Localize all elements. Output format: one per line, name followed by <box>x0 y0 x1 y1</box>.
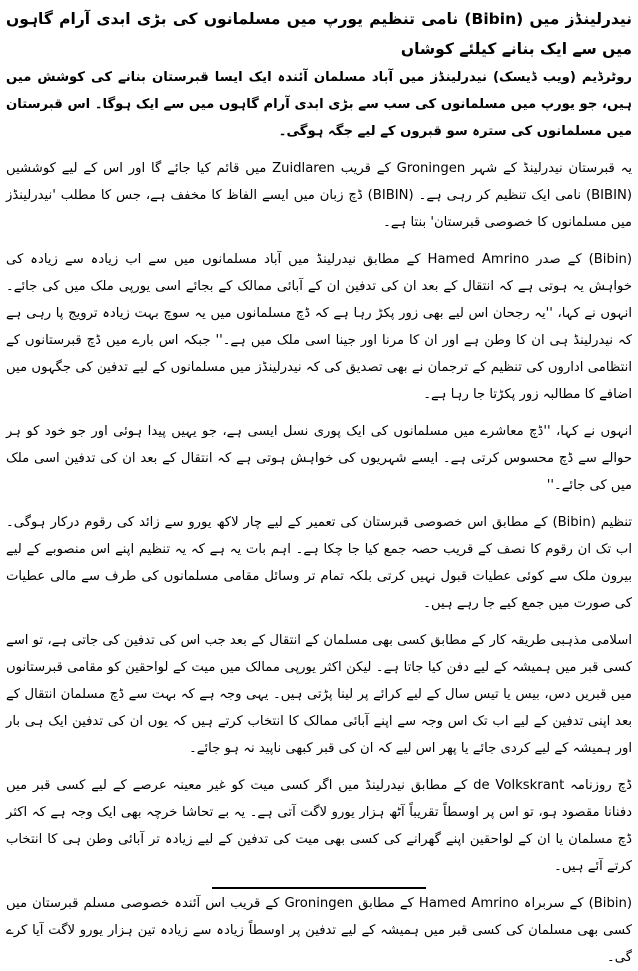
article-paragraph: تنظیم (Bibin) کے مطابق اس خصوصی قبرستان کی تعمیر کے لیے چار لاکھ یورو سے زائد کی رقوم درکار ہوگی۔ اب تک ان رقوم کا نصف کے قریب حصہ جمع کیا جا چکا ہے۔ اہم بات یہ ہے کہ یہ تنظیم اپنے اس منصوبے کے لیے بیرون ملک سے کوئی عطیات قبول نہیں کرتی بلکہ تمام تر وسائل مقامی مسلمانوں کی طرف سے مالی عطیات کی صورت میں جمع کیے جا رہے ہیں۔ <box>6 515 632 611</box>
article-paragraph: یہ قبرستان نیدرلینڈ کے شہر Groningen کے قریب Zuidlaren میں قائم کیا جائے گا اور اس کے لیے کوششیں (BIBIN) نامی ایک تنظیم کر رہی ہے۔ (BIBIN) ڈچ زبان میں ایسے الفاظ کا مخفف ہے، جس کا مطلب 'نیدرلینڈز میں مسلمانوں کا خصوصی قبرستان' بنتا ہے۔ <box>6 161 633 230</box>
article-paragraph: اسلامی مذہبی طریقہ کار کے مطابق کسی بھی مسلمان کے انتقال کے بعد جب اس کی تدفین کی جاتی ہے، تو اسے کسی قبر میں ہمیشہ کے لیے دفن کیا جاتا ہے۔ لیکن اکثر یورپی ممالک میں میت کے لواحقین کو مقامی قبرستانوں میں قبریں دس، بیس یا تیس سال کے لیے کرائے پر لینا پڑتی ہیں۔ یہی وجہ ہے کہ بہت سے ڈچ مسلمان انتقال کے بعد اپنی تدفین کے لیے اب تک اس وجہ سے اپنے آبائی ممالک کا انتخاب کرتے ہیں کہ یوں ان کی تدفین ایک ہی بار اور ہمیشہ کے لیے کردی جائے یا پھر اس لیے کہ ان کی قبر کبھی ناپید نہ ہو جائے۔ <box>6 633 632 756</box>
article-paragraph: روٹرڈیم (ویب ڈیسک) نیدرلینڈز میں آباد مسلمان آئندہ ایک ایسا قبرستان بنانے کی کوشش میں ہیں، جو یورپ میں مسلمانوں کی سب سے بڑی ابدی آرام گاہوں میں سے ایک ہوگا۔ اس قبرستان میں مسلمانوں کی سترہ سو قبروں کے لیے جگہ ہوگی۔ <box>6 70 632 139</box>
article <box>6 4 633 965</box>
article-paragraph: انہوں نے کہا، ''ڈچ معاشرے میں مسلمانوں کی ایک پوری نسل ایسی ہے، جو یہیں پیدا ہوئی اور جو خود کو ہر حوالے سے ڈچ محسوس کرتی ہے۔ ایسے شہریوں کی خواہش ہوتی ہے کہ انتقال کے بعد ان کی تدفین اسی ملک میں کی جائے۔'' <box>6 424 632 493</box>
end-divider <box>212 887 426 889</box>
article-paragraph: (Bibin) کے صدر Hamed Amrino کے مطابق نیدرلینڈ میں آباد مسلمانوں میں سے اب زیادہ سے زیادہ کی خواہش یہ ہوتی ہے کہ انتقال کے بعد ان کی تدفین ان کے آبائی ممالک کے بجائے اسی یورپی ملک میں کی جائے۔ انہوں نے کہا، ''یہ رجحان اس لیے بھی زور پکڑ رہا ہے کہ ڈچ مسلمانوں میں یہ سوچ بہت زیادہ ترویج پا رہی ہے کہ نیدرلینڈ ہی ان کا وطن ہے اور ان کا مرنا اور جینا اسی ملک میں ہے۔'' جبکہ اس بارے میں ڈچ قبرستانوں کے انتظامی اداروں کی تنظیم کے ترجمان نے بھی تصدیق کی کہ نیدرلینڈز میں مسلمانوں کے لیے تدفین کی جگہوں میں اضافے کا مطالبہ زور پکڑتا جا رہا ہے۔ <box>6 252 632 402</box>
article-headline: نیدرلینڈز میں (Bibin) نامی تنظیم یورپ میں مسلمانوں کی بڑی ابدی آرام گاہوں میں سے ایک بنانے کیلئے کوشاں <box>6 10 632 58</box>
article-paragraph: ڈچ روزنامہ de Volkskrant کے مطابق نیدرلینڈ میں اگر کسی میت کو غیر معینہ عرصے کے لیے کسی قبر میں دفنانا مقصود ہو، تو اس پر اوسطاً تقریباً آٹھ ہزار یورو لاگت آتی ہے۔ یہ بے تحاشا خرچہ بھی ایک وجہ ہے کہ اکثر ڈچ مسلمان یا ان کے لواحقین اپنے گھرانے کی کسی بھی میت کی تدفین کے لیے زیادہ تر آبائی وطن ہی کا انتخاب کرتے آئے ہیں۔ <box>6 778 632 874</box>
article-paragraph: (Bibin) کے سربراہ Hamed Amrino کے مطابق Groningen کے قریب اس آئندہ خصوصی مسلم قبرستان میں کسی بھی مسلمان کی کسی قبر میں ہمیشہ کے لیے تدفین پر اوسطاً زیادہ سے زیادہ تین ہزار یورو لاگت آیا کرے گی۔ <box>6 896 632 965</box>
